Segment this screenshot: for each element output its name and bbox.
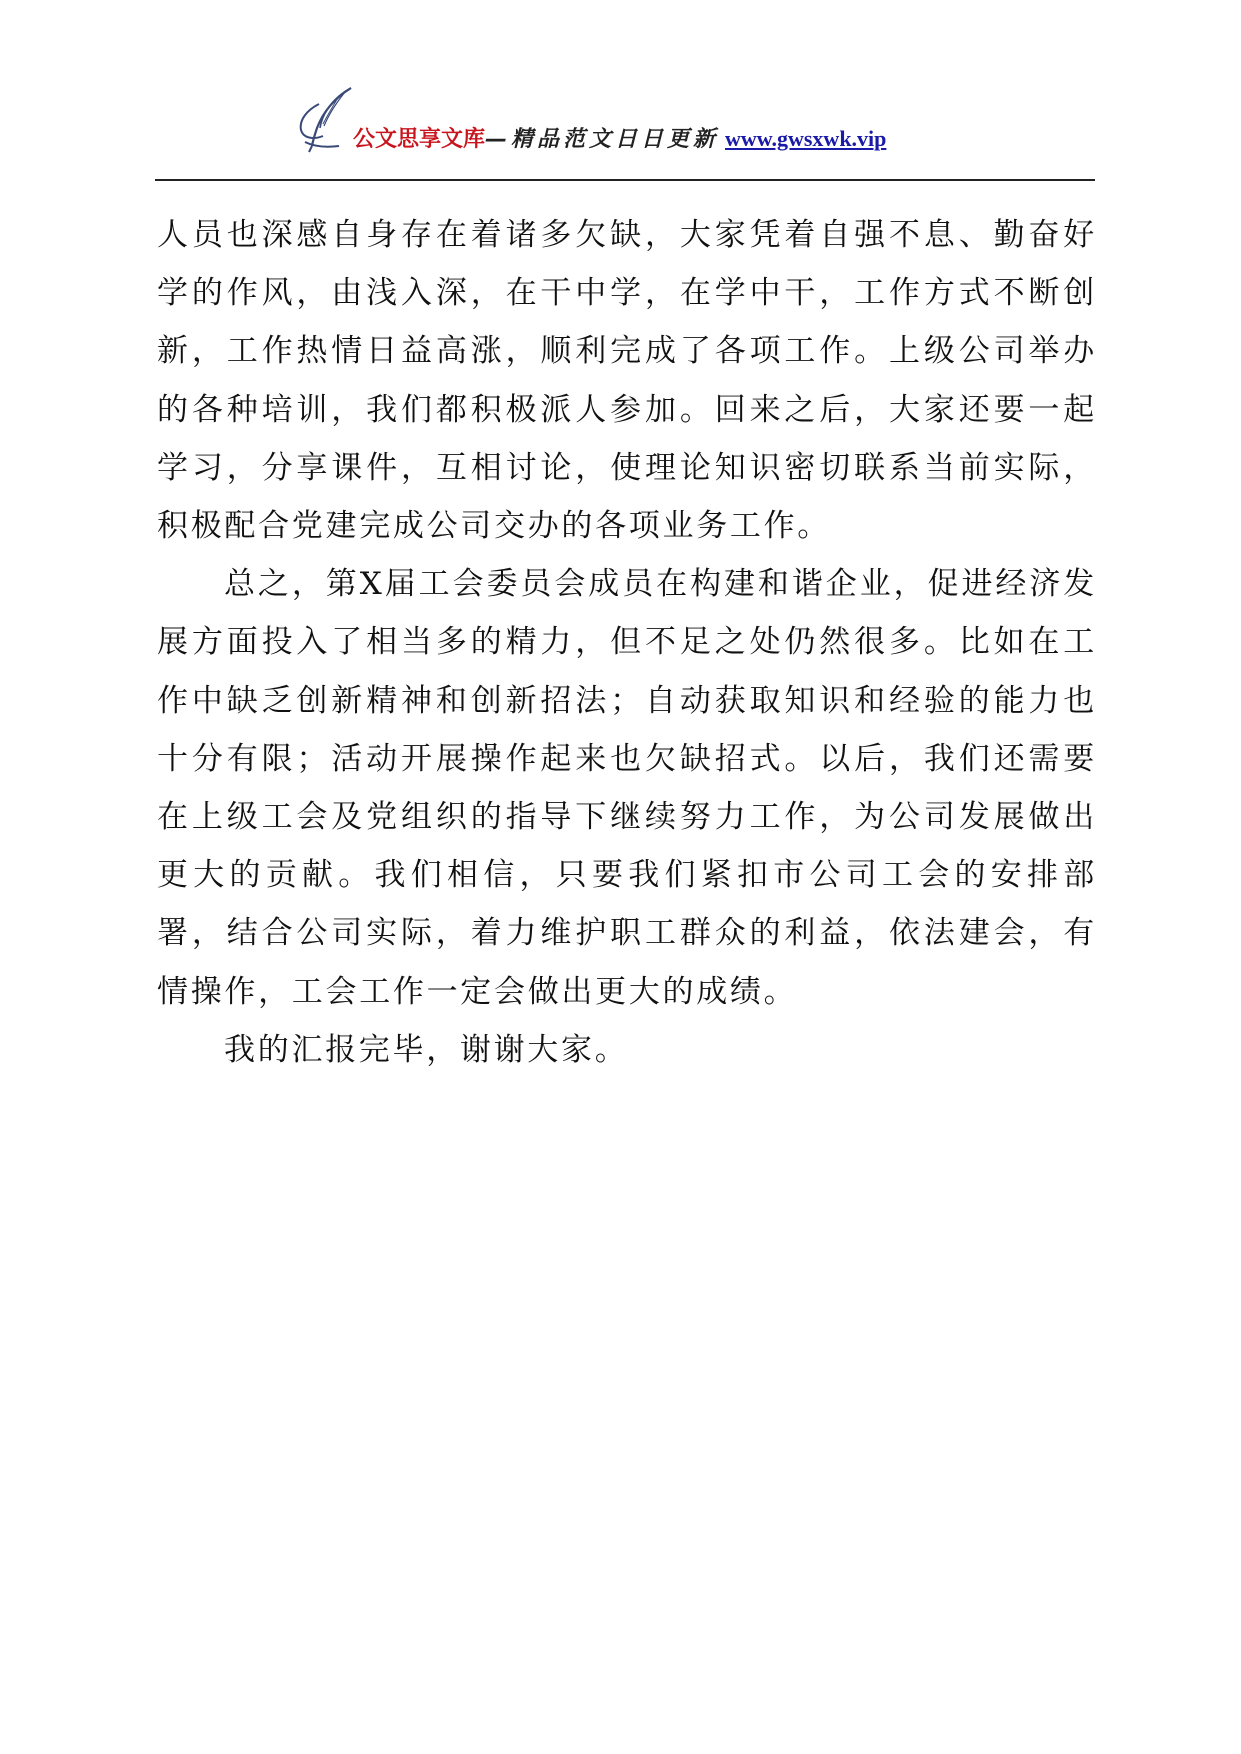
site-slogan: —精品范文日日更新 [485, 127, 720, 152]
quill-pen-logo-icon [293, 84, 359, 154]
closing-paragraph: 我的汇报完毕，谢谢大家。 [224, 1031, 629, 1068]
header-divider [155, 179, 1095, 181]
page-header [155, 78, 1095, 178]
site-name: 公文思享文库 [353, 126, 486, 152]
body-paragraph: 人员也深感自身存在着诸多欠缺，大家凭着自强不息、勤奋好学的作风，由浅入深，在干中学，在学中干，工作方式不断创新，工作热情日益高涨，顺利完成了各项工作。上级公司举办的各种培训，我们都积极派人参加。回来之后，大家还要一起学习，分享课件，互相讨论，使理论知识密切联系当前实际，积极配合党建完成公司交办的各项业务工作。 [157, 217, 1097, 545]
site-url-link[interactable]: www.gwsxwk.vip [725, 126, 887, 151]
header-title [353, 124, 886, 155]
document-body [157, 206, 1097, 1079]
body-paragraph: 总之，第X届工会委员会成员在构建和谐企业，促进经济发展方面投入了相当多的精力，但不足之处仍然很多。比如在工作中缺乏创新精神和创新招法；自动获取知识和经验的能力也十分有限；活动开展操作起来也欠缺招式。以后，我们还需要在上级工会及党组织的指导下继续努力工作，为公司发展做出更大的贡献。我们相信，只要我们紧扣市公司工会的安排部署，结合公司实际，着力维护职工群众的利益，依法建会，有情操作，工会工作一定会做出更大的成绩。 [157, 566, 1097, 1010]
